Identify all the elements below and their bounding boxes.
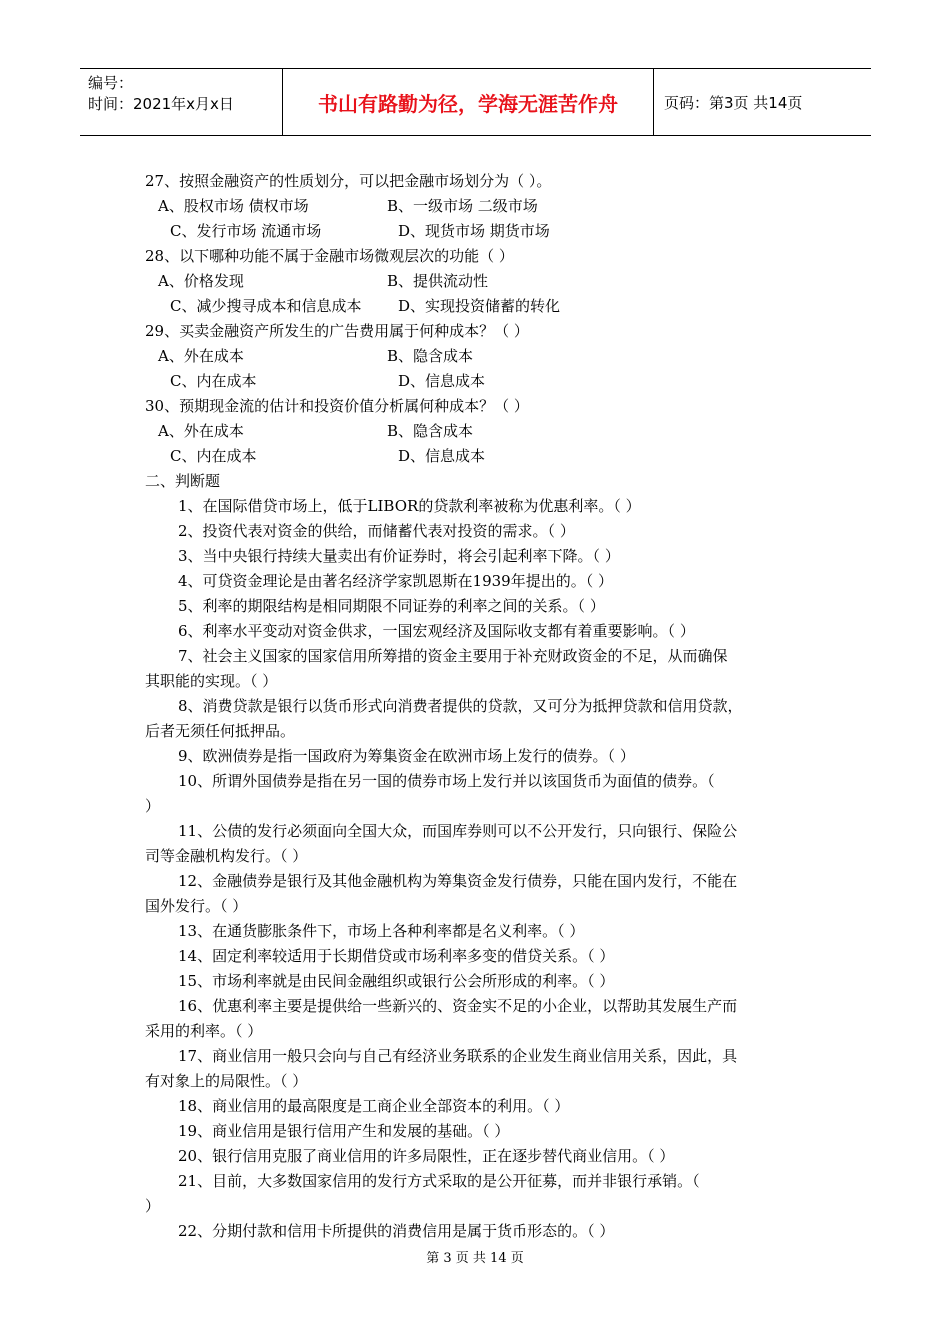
tf-item-10: 10、所谓外国债券是指在另一国的债券市场上发行并以该国货币为面值的债券。（ <box>178 772 715 790</box>
tf-item-20: 20、银行信用克服了商业信用的许多局限性，正在逐步替代商业信用。（ ） <box>178 1147 675 1165</box>
option-28-d: D、实现投资储蓄的转化 <box>398 297 561 315</box>
tf-item-11-cont: 司等金融机构发行。（ ） <box>145 847 308 865</box>
page-footer: 第 3 页 共 14 页 <box>426 1251 524 1266</box>
tf-item-7-cont: 其职能的实现。（ ） <box>145 672 278 690</box>
tf-item-8: 8、消费贷款是银行以货币形式向消费者提供的贷款，又可分为抵押贷款和信用贷款， <box>178 697 743 715</box>
option-28-a: A、价格发现 <box>158 272 244 290</box>
tf-item-14: 14、固定利率较适用于长期借贷或市场利率多变的借贷关系。（ ） <box>178 947 615 965</box>
option-27-b: B、一级市场 二级市场 <box>387 197 538 215</box>
tf-item-3: 3、当中央银行持续大量卖出有价证券时，将会引起利率下降。（ ） <box>178 547 620 565</box>
tf-item-9: 9、欧洲债券是指一国政府为筹集资金在欧洲市场上发行的债券。（ ） <box>178 747 635 765</box>
tf-item-7: 7、社会主义国家的国家信用所筹措的资金主要用于补充财政资金的不足，从而确保 <box>178 647 728 665</box>
question-27: 27、按照金融资产的性质划分，可以把金融市场划分为（ ）。 <box>145 172 552 190</box>
option-30-b: B、隐含成本 <box>387 422 474 440</box>
tf-item-1: 1、在国际借贷市场上，低于LIBOR的贷款利率被称为优惠利率。（ ） <box>178 497 641 515</box>
tf-item-16-cont: 采用的利率。（ ） <box>145 1022 263 1040</box>
option-27-d: D、现货市场 期货市场 <box>398 222 550 240</box>
header-motto: 书山有路勤为径，学海无涯苦作舟 <box>283 69 654 135</box>
tf-item-11: 11、公债的发行必须面向全国大众，而国库券则可以不公开发行，只向银行、保险公 <box>178 822 738 840</box>
header-page-number: 页码：第3页 共14页 <box>664 93 803 112</box>
option-28-c: C、减少搜寻成本和信息成本 <box>170 297 362 315</box>
tf-item-22: 22、分期付款和信用卡所提供的消费信用是属于货币形态的。（ ） <box>178 1222 615 1240</box>
tf-item-18: 18、商业信用的最高限度是工商企业全部资本的利用。（ ） <box>178 1097 570 1115</box>
tf-item-17: 17、商业信用一般只会向与自己有经济业务联系的企业发生商业信用关系，因此，具 <box>178 1047 738 1065</box>
tf-item-16: 16、优惠利率主要是提供给一些新兴的、资金实不足的小企业，以帮助其发展生产而 <box>178 997 738 1015</box>
tf-item-10-cont: ） <box>145 797 161 815</box>
tf-item-19: 19、商业信用是银行信用产生和发展的基础。（ ） <box>178 1122 510 1140</box>
option-30-c: C、内在成本 <box>170 447 257 465</box>
tf-item-17-cont: 有对象上的局限性。（ ） <box>145 1072 308 1090</box>
tf-item-5: 5、利率的期限结构是相同期限不同证券的利率之间的关系。（ ） <box>178 597 605 615</box>
option-30-d: D、信息成本 <box>398 447 486 465</box>
section-title-true-false: 二、判断题 <box>145 472 221 490</box>
tf-item-12-cont: 国外发行。（ ） <box>145 897 248 915</box>
page-header <box>80 68 871 136</box>
option-29-b: B、隐含成本 <box>387 347 474 365</box>
option-29-d: D、信息成本 <box>398 372 486 390</box>
tf-item-4: 4、可贷资金理论是由著名经济学家凯恩斯在1939年提出的。（ ） <box>178 572 613 590</box>
question-28: 28、以下哪种功能不属于金融市场微观层次的功能（ ） <box>145 247 514 265</box>
tf-item-13: 13、在通货膨胀条件下，市场上各种利率都是名义利率。（ ） <box>178 922 585 940</box>
tf-item-8-cont: 后者无须任何抵押品。 <box>145 722 296 740</box>
question-30: 30、预期现金流的估计和投资价值分析属何种成本？（ ） <box>145 397 529 415</box>
option-30-a: A、外在成本 <box>158 422 244 440</box>
tf-item-6: 6、利率水平变动对资金供求，一国宏观经济及国际收支都有着重要影响。（ ） <box>178 622 695 640</box>
option-27-c: C、发行市场 流通市场 <box>170 222 322 240</box>
option-28-b: B、提供流动性 <box>387 272 489 290</box>
option-29-c: C、内在成本 <box>170 372 257 390</box>
document-number-label: 编号： <box>88 74 134 92</box>
option-29-a: A、外在成本 <box>158 347 244 365</box>
tf-item-15: 15、市场利率就是由民间金融组织或银行公会所形成的利率。（ ） <box>178 972 615 990</box>
tf-item-12: 12、金融债券是银行及其他金融机构为筹集资金发行债券，只能在国内发行，不能在 <box>178 872 738 890</box>
header-meta <box>80 69 283 135</box>
document-date: 时间：2021年x月x日 <box>88 95 234 113</box>
option-27-a: A、股权市场 债权市场 <box>158 197 309 215</box>
tf-item-21-cont: ） <box>145 1197 161 1215</box>
tf-item-21: 21、目前，大多数国家信用的发行方式采取的是公开征募，而并非银行承销。（ <box>178 1172 700 1190</box>
question-29: 29、买卖金融资产所发生的广告费用属于何种成本？（ ） <box>145 322 529 340</box>
tf-item-2: 2、投资代表对资金的供给，而储蓄代表对投资的需求。（ ） <box>178 522 575 540</box>
